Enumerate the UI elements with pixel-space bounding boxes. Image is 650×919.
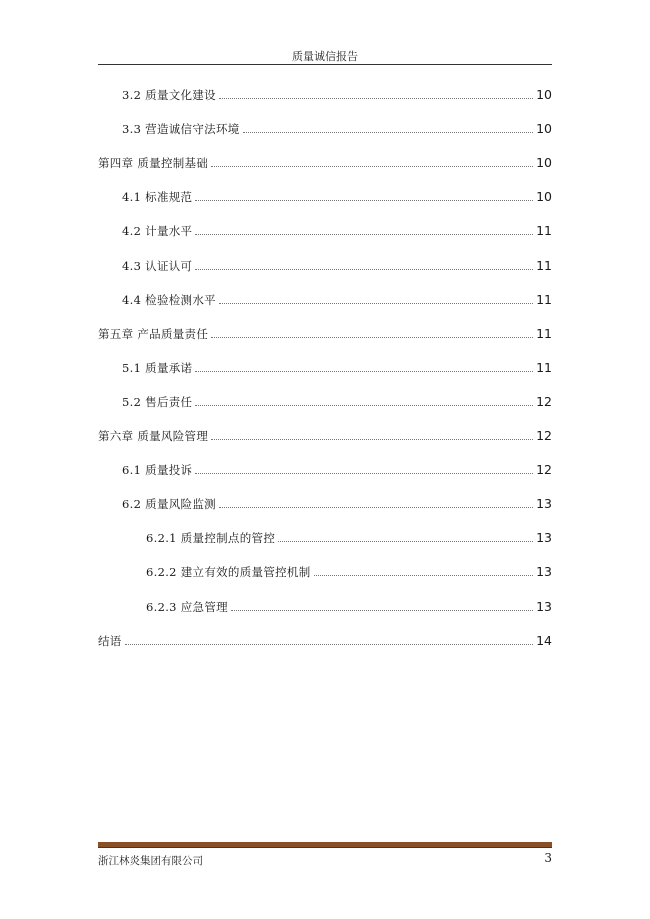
toc-entry-page: 13 xyxy=(536,496,552,512)
toc-dot-leader xyxy=(314,575,533,576)
toc-entry-label: 3.2 质量文化建设 xyxy=(122,88,216,102)
toc-entry-page: 10 xyxy=(536,155,552,171)
toc-dot-leader xyxy=(195,371,533,372)
toc-entry[interactable] xyxy=(98,150,552,170)
toc-entry[interactable] xyxy=(98,287,552,307)
toc-entry-page: 11 xyxy=(536,325,552,341)
toc-entry-page: 11 xyxy=(536,291,552,307)
toc-entry[interactable] xyxy=(98,218,552,238)
toc-entry[interactable] xyxy=(98,423,552,443)
toc-entry-label: 4.3 认证认可 xyxy=(122,258,193,273)
toc-entry[interactable] xyxy=(98,594,552,614)
footer-divider xyxy=(98,842,552,848)
footer-company-name: 浙江林炎集团有限公司 xyxy=(98,855,203,867)
toc-entry-page: 10 xyxy=(536,87,552,102)
toc-entry-label: 4.4 检验检测水平 xyxy=(122,292,216,307)
toc-entry-label: 结语 xyxy=(98,633,122,648)
toc-dot-leader xyxy=(243,132,533,133)
toc-entry-label: 第四章 质量控制基础 xyxy=(98,156,209,171)
page-header-title: 质量诚信报告 xyxy=(292,50,358,63)
toc-dot-leader xyxy=(195,234,533,235)
toc-dot-leader xyxy=(219,507,533,508)
toc-dot-leader xyxy=(195,473,533,474)
toc-entry[interactable] xyxy=(98,491,552,511)
toc-entry[interactable] xyxy=(98,82,552,102)
toc-entry-label: 第五章 产品质量责任 xyxy=(98,326,209,341)
toc-entry-label: 5.1 质量承诺 xyxy=(122,360,193,375)
footer-page-number: 3 xyxy=(544,851,552,865)
toc-dot-leader xyxy=(125,644,533,645)
toc-entry[interactable] xyxy=(98,628,552,648)
toc-entry-page: 11 xyxy=(536,223,552,239)
toc-entry[interactable] xyxy=(98,253,552,273)
toc-dot-leader xyxy=(211,166,533,167)
toc-entry[interactable] xyxy=(98,321,552,341)
toc-entry-label: 第六章 质量风险管理 xyxy=(98,429,209,443)
toc-dot-leader xyxy=(278,541,533,542)
toc-entry-page: 12 xyxy=(536,393,552,409)
toc-dot-leader xyxy=(211,337,533,338)
toc-entry-label: 6.2.3 应急管理 xyxy=(146,599,228,614)
toc-entry-label: 4.1 标准规范 xyxy=(122,190,193,205)
toc-entry[interactable] xyxy=(98,389,552,409)
toc-entry[interactable] xyxy=(98,355,552,375)
toc-dot-leader xyxy=(195,200,533,201)
toc-entry[interactable] xyxy=(98,457,552,477)
header-divider xyxy=(98,64,552,65)
toc-dot-leader xyxy=(219,303,533,304)
toc-dot-leader xyxy=(211,439,533,440)
toc-entry-label: 3.3 营造诚信守法环境 xyxy=(122,122,240,137)
toc-entry-page: 13 xyxy=(536,530,552,546)
toc-entry[interactable] xyxy=(98,184,552,204)
toc-entry-page: 14 xyxy=(536,632,552,648)
toc-entry-page: 12 xyxy=(536,462,552,478)
toc-dot-leader xyxy=(195,269,533,270)
toc-entry-page: 11 xyxy=(536,257,552,273)
toc-entry-label: 6.2 质量风险监测 xyxy=(122,497,216,512)
toc-entry[interactable] xyxy=(98,559,552,579)
toc-entry-page: 13 xyxy=(536,598,552,614)
toc-entry-label: 6.2.1 质量控制点的管控 xyxy=(146,531,276,546)
toc-entry-page: 11 xyxy=(536,359,552,375)
toc-entry-label: 5.2 售后责任 xyxy=(122,394,193,409)
toc-entry-page: 12 xyxy=(536,428,552,443)
toc-entry-label: 6.1 质量投诉 xyxy=(122,463,193,478)
toc-dot-leader xyxy=(231,610,533,611)
toc-entry-page: 10 xyxy=(536,121,552,137)
toc-entry-page: 13 xyxy=(536,564,552,580)
toc-dot-leader xyxy=(195,405,533,406)
toc-entry-label: 4.2 计量水平 xyxy=(122,224,193,239)
toc-entry[interactable] xyxy=(98,116,552,136)
toc-entry[interactable] xyxy=(98,525,552,545)
toc-dot-leader xyxy=(219,98,533,99)
toc-entry-label: 6.2.2 建立有效的质量管控机制 xyxy=(146,565,311,580)
toc-entry-page: 10 xyxy=(536,189,552,205)
